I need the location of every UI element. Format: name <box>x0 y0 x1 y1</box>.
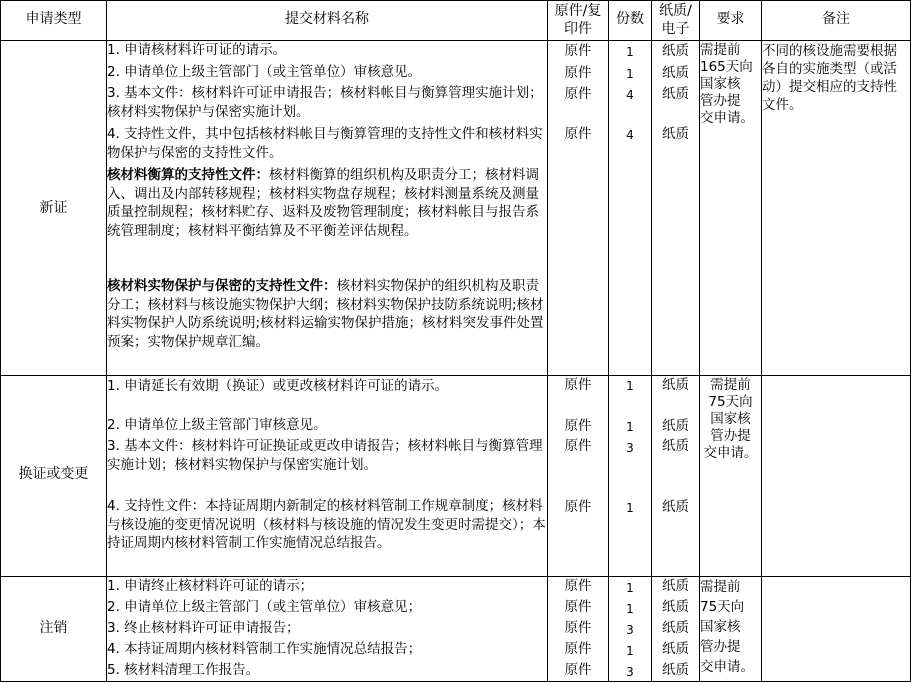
renewal-requirement <box>700 377 761 462</box>
renewal-req-line-2: 75天向 <box>708 394 753 410</box>
header-copies: 份数 <box>616 11 644 27</box>
new-req-line-4: 管办提 <box>700 93 741 109</box>
new-copies-3: 4 <box>626 88 634 102</box>
header-remarks: 备注 <box>822 11 850 27</box>
cancel-copies-4: 1 <box>626 644 634 658</box>
new-copies-1: 1 <box>626 45 634 59</box>
cancel-item-4: 4. 本持证周期内核材料管制工作实施情况总结报告； <box>107 641 422 657</box>
accounting-support-body: 核材料衡算的组织机构及职责分工；核材料调入、调出及内部转移规程；核材料实物盘存规程；核材料测量系统及测量质量控制规程；核材料贮存、返料及废物管理制度；核材料帐目与报告系统管理制度；核材料平衡结算及不平衡差评估规程。 <box>107 167 539 240</box>
cancel-medium-2: 纸质 <box>662 599 689 615</box>
row-divider-1 <box>0 375 911 376</box>
renewal-medium-2: 纸质 <box>662 418 689 434</box>
renewal-copies-4: 1 <box>626 501 634 515</box>
accounting-support-title: 核材料衡算的支持性文件： <box>107 167 269 183</box>
renewal-copies-2: 1 <box>626 420 634 434</box>
new-item-1: 1. 申请核材料许可证的请示。 <box>107 42 287 58</box>
renewal-req-line-3: 国家核 <box>710 411 751 427</box>
cancel-original-3: 原件 <box>564 620 592 636</box>
new-copies-4: 4 <box>626 128 634 142</box>
cancel-copies-3: 3 <box>626 623 634 637</box>
cancel-copies-1: 1 <box>626 581 634 595</box>
new-remarks: 不同的核设施需要根据各自的实施类型（或活动）提交相应的支持性文件。 <box>762 43 897 113</box>
new-medium-4: 纸质 <box>662 126 689 142</box>
renewal-item-1: 1. 申请延长有效期（换证）或更改核材料许可证的请示。 <box>107 378 449 394</box>
cancel-item-2: 2. 申请单位上级主管部门（或主管单位）审核意见； <box>107 599 422 615</box>
renewal-req-line-1: 需提前 <box>710 377 751 393</box>
cancel-req-line-1: 需提前 <box>700 579 741 595</box>
new-item-3: 3. 基本文件：核材料许可证申请报告；核材料帐目与衡算管理实施计划；核材料实物保护与保密实施计划。 <box>107 85 543 120</box>
border-top <box>0 0 911 1</box>
new-protection-support <box>107 277 547 352</box>
cancel-original-5: 原件 <box>564 662 592 678</box>
border-left <box>0 0 1 682</box>
new-medium-2: 纸质 <box>662 65 689 81</box>
cancel-medium-4: 纸质 <box>662 641 689 657</box>
new-item-4: 4. 支持性文件，其中包括核材料帐目与衡算管理的支持性文件和核材料实物保护与保密的支持性文件。 <box>107 126 543 161</box>
renewal-original-3: 原件 <box>564 438 592 454</box>
cancel-copies-2: 1 <box>626 602 634 616</box>
cancel-medium-3: 纸质 <box>662 620 689 636</box>
cancel-req-line-5: 交申请。 <box>700 659 754 675</box>
renewal-medium-3: 纸质 <box>662 438 689 454</box>
section-type-new: 新证 <box>39 200 68 216</box>
renewal-medium-4: 纸质 <box>662 499 689 515</box>
section-type-renewal: 换证或变更 <box>18 466 89 482</box>
cancel-req-line-2: 75天向 <box>700 599 745 615</box>
new-original-3: 原件 <box>564 86 592 102</box>
border-bottom <box>0 681 911 682</box>
new-medium-3: 纸质 <box>662 86 689 102</box>
cancel-requirement <box>700 577 761 677</box>
cancel-item-5: 5. 核材料清理工作报告。 <box>107 662 260 678</box>
protection-support-body: 核材料实物保护的组织机构及职责分工；核材料与核设施实物保护大纲；核材料实物保护技防系统说明;核材料实物保护人防系统说明;核材料运输实物保护措施；核材料突发事件处置预案；实物保护规章汇编。 <box>107 278 544 351</box>
protection-support-title: 核材料实物保护与保密的支持性文件： <box>107 278 337 294</box>
header-medium-line1: 纸质/ <box>659 3 692 19</box>
renewal-medium-1: 纸质 <box>662 377 689 393</box>
cancel-req-line-3: 国家核 <box>700 619 741 635</box>
new-requirement <box>700 42 761 127</box>
new-req-line-2: 165天向 <box>700 59 753 75</box>
cancel-req-line-4: 管办提 <box>700 639 741 655</box>
cancel-original-4: 原件 <box>564 641 592 657</box>
renewal-item-4: 4. 支持性文件：本持证周期内新制定的核材料管制工作规章制度；核材料与核设施的变更情况说明（核材料与核设施的情况发生变更时需提交）；本持证周期内核材料管制工作实施情况总结报告。 <box>107 498 546 552</box>
header-original-line2: 印件 <box>564 21 592 37</box>
new-req-line-1: 需提前 <box>700 42 741 58</box>
cancel-item-1: 1. 申请终止核材料许可证的请示； <box>107 578 314 594</box>
renewal-copies-1: 1 <box>626 379 634 393</box>
new-req-line-3: 国家核 <box>700 76 741 92</box>
new-original-4: 原件 <box>564 126 592 142</box>
header-type: 申请类型 <box>25 11 82 27</box>
header-medium-line2: 电子 <box>661 21 690 37</box>
renewal-req-line-4: 管办提 <box>710 428 751 444</box>
header-original-line1: 原件/复 <box>554 3 602 19</box>
cancel-medium-1: 纸质 <box>662 578 689 594</box>
new-item-2: 2. 申请单位上级主管部门（或主管单位）审核意见。 <box>107 64 422 80</box>
cancel-original-2: 原件 <box>564 599 592 615</box>
renewal-original-1: 原件 <box>564 377 592 393</box>
renewal-item-2: 2. 申请单位上级主管部门审核意见。 <box>107 417 327 433</box>
cancel-medium-5: 纸质 <box>662 662 689 678</box>
new-medium-1: 纸质 <box>662 43 689 59</box>
cancel-original-1: 原件 <box>564 578 592 594</box>
renewal-item-3: 3. 基本文件：核材料许可证换证或更改申请报告；核材料帐目与衡算管理实施计划；核材料实物保护与保密实施计划。 <box>107 438 543 473</box>
new-accounting-support <box>107 166 547 241</box>
section-type-cancel: 注销 <box>39 620 68 636</box>
new-copies-2: 1 <box>626 67 634 81</box>
header-requirement: 要求 <box>716 11 745 27</box>
renewal-original-4: 原件 <box>564 499 592 515</box>
new-original-1: 原件 <box>564 43 592 59</box>
cancel-item-3: 3. 终止核材料许可证申请报告； <box>107 620 300 636</box>
new-original-2: 原件 <box>564 65 592 81</box>
renewal-copies-3: 3 <box>626 441 634 455</box>
renewal-req-line-5: 交申请。 <box>703 445 758 461</box>
header-materials: 提交材料名称 <box>285 11 369 27</box>
cancel-copies-5: 3 <box>626 665 634 679</box>
new-req-line-5: 交申请。 <box>700 110 754 126</box>
renewal-original-2: 原件 <box>564 418 592 434</box>
